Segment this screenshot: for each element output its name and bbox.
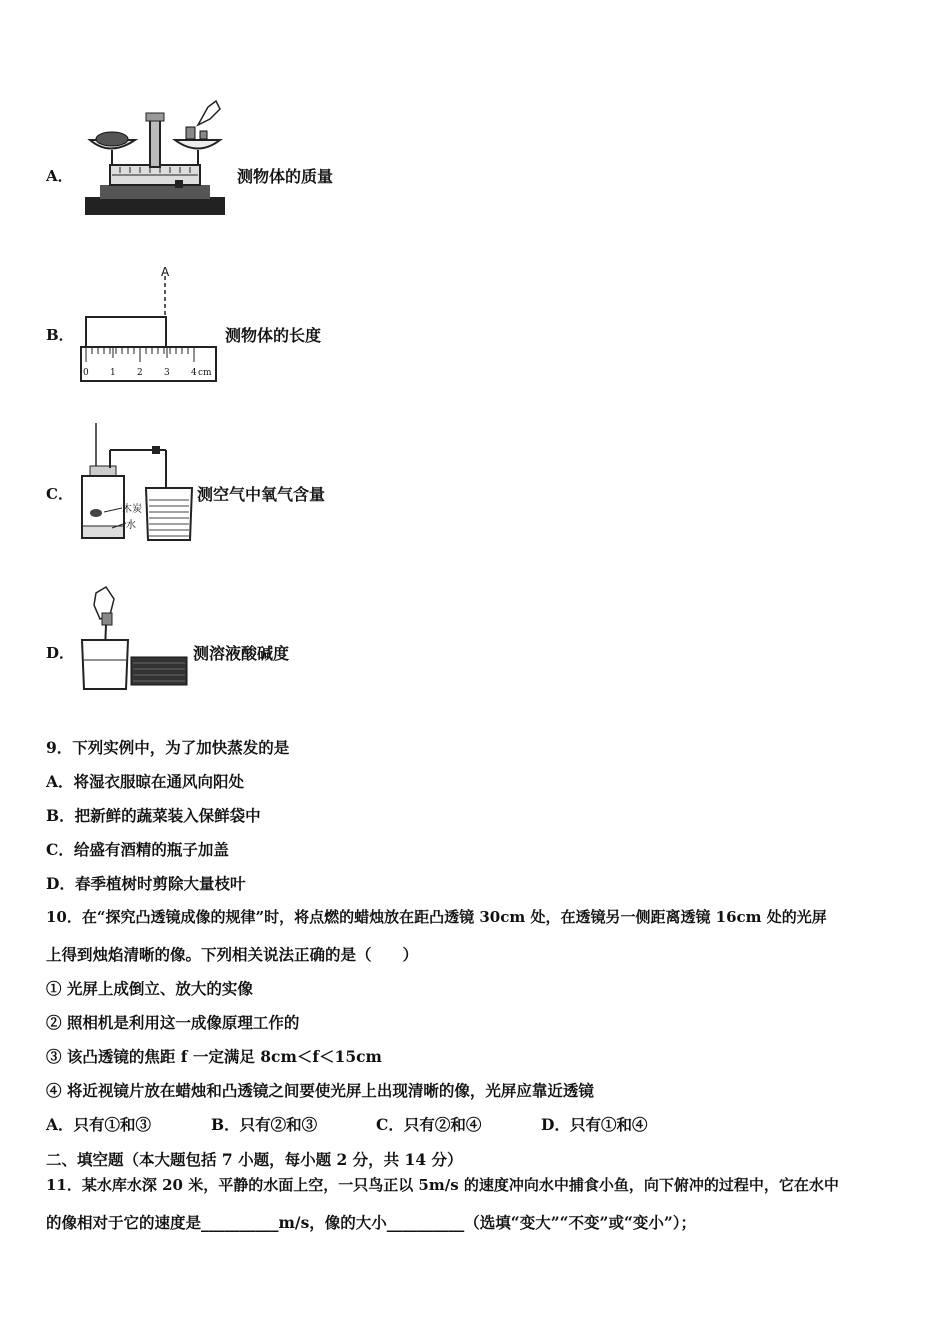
ruler-unit: cm — [198, 368, 212, 378]
ruler-tick-2: 2 — [137, 368, 143, 378]
option-a-letter: A． — [46, 167, 73, 185]
ph-test-figure — [76, 585, 191, 695]
measured-block — [86, 317, 166, 347]
ruler-tick-0: 0 — [83, 368, 89, 378]
q11-line2: 的像相对于它的速度是__________m/s，像的大小__________（选填“变大”“不变”或“变小”）； — [46, 1213, 697, 1232]
option-d-letter: D． — [46, 644, 75, 662]
q10-choice-a: A．只有①和③ — [46, 1115, 152, 1134]
option-b-letter: B． — [46, 326, 74, 344]
q10-statement-2: ② 照相机是利用这一成像原理工作的 — [46, 1013, 300, 1032]
option-c-letter: C． — [46, 485, 73, 503]
q10-choice-b: B．只有②和③ — [211, 1115, 318, 1134]
label-water: 水 — [126, 520, 136, 531]
ruler-tick-1: 1 — [110, 368, 116, 378]
ruler-tick-4: 4 — [191, 368, 197, 378]
q10-choice-c: C．只有②和④ — [376, 1115, 482, 1134]
oxygen-apparatus-figure — [74, 418, 199, 548]
q9-option-d: D．春季植树时剪除大量枝叶 — [46, 874, 246, 893]
q10-choice-d: D．只有①和④ — [541, 1115, 648, 1134]
q9-option-b: B．把新鲜的蔬菜装入保鲜袋中 — [46, 806, 261, 825]
q9-stem: 9．下列实例中，为了加快蒸发的是 — [46, 738, 290, 757]
section-2-title: 二、填空题（本大题包括 7 小题，每小题 2 分，共 14 分） — [46, 1150, 463, 1169]
option-d-caption: 测溶液酸碱度 — [193, 644, 290, 663]
ruler-figure — [78, 262, 223, 387]
q9-option-c: C．给盛有酒精的瓶子加盖 — [46, 840, 229, 859]
q11-line1: 11．某水库水深 20 米，平静的水面上空，一只鸟正以 5m/s 的速度冲向水中捕食小鱼，向下俯冲的过程中，它在水中 — [46, 1176, 839, 1194]
svg-text:A: A — [161, 265, 170, 279]
balance-base — [85, 197, 225, 215]
q10-statement-1: ① 光屏上成倒立、放大的实像 — [46, 979, 253, 998]
q10-statement-4: ④ 将近视镜片放在蜡烛和凸透镜之间要使光屏上出现清晰的像，光屏应靠近透镜 — [46, 1081, 594, 1100]
option-c-caption: 测空气中氧气含量 — [197, 485, 326, 504]
ruler-tick-3: 3 — [164, 368, 170, 378]
q9-option-a: A．将湿衣服晾在通风向阳处 — [46, 772, 245, 791]
label-charcoal: 木炭 — [122, 504, 142, 515]
balance-figure — [80, 95, 230, 220]
q10-stem-line2: 上得到烛焰清晰的像。下列相关说法正确的是（ ） — [46, 945, 419, 964]
q10-stem-line1: 10．在“探究凸透镜成像的规律”时，将点燃的蜡烛放在距凸透镜 30cm 处，在透镜另一侧距离透镜 16cm 处的光屏 — [46, 908, 827, 926]
q10-choices — [46, 1113, 647, 1135]
q10-statement-3: ③ 该凸透镜的焦距 f 一定满足 8cm＜f＜15cm — [46, 1047, 382, 1066]
option-a-caption: 测物体的质量 — [237, 167, 334, 186]
option-b-caption: 测物体的长度 — [225, 326, 322, 345]
